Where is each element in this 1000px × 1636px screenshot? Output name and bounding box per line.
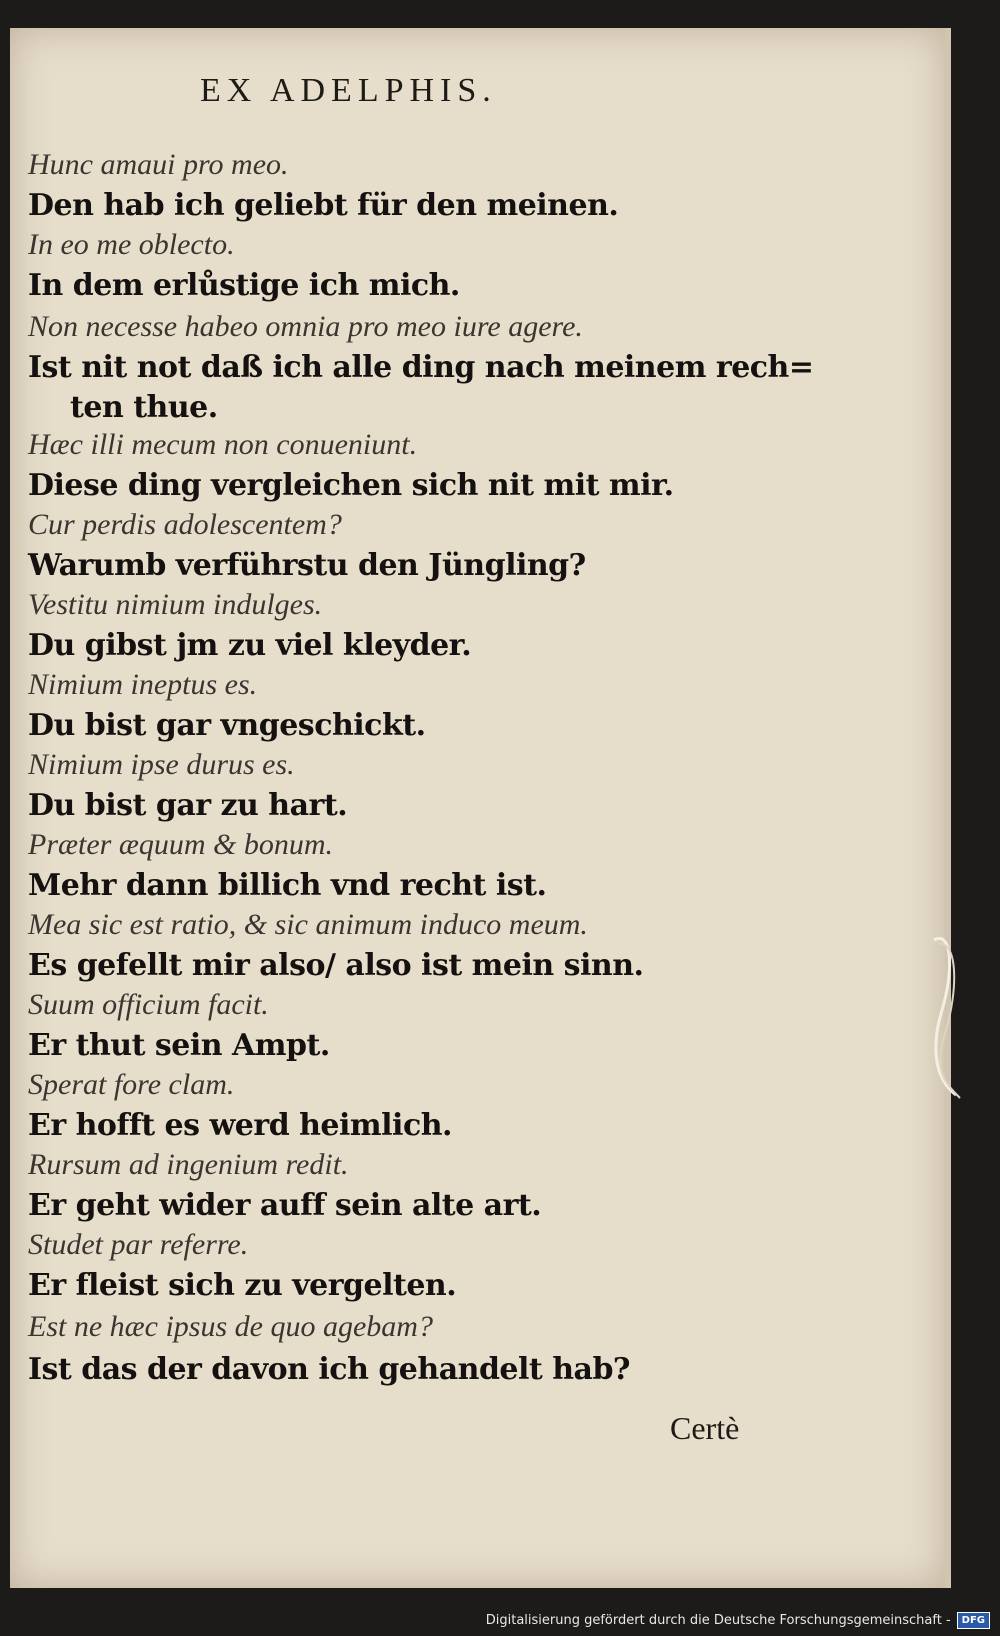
german-line: ten thue.: [70, 390, 218, 425]
german-line: Du gibst jm zu viel kleyder.: [28, 628, 472, 663]
latin-line: Est ne hæc ipsus de quo agebam?: [28, 1310, 433, 1343]
latin-line: Hæc illi mecum non conueniunt.: [28, 428, 418, 461]
footer-credit: Digitalisierung gefördert durch die Deutsche Forschungsgemeinschaft -: [485, 1612, 951, 1628]
german-line: Diese ding vergleichen sich nit mit mir.: [28, 468, 674, 503]
german-line: Du bist gar zu hart.: [28, 788, 348, 823]
latin-line: Sperat fore clam.: [28, 1068, 235, 1101]
german-line: Du bist gar vngeschickt.: [28, 708, 426, 743]
latin-line: Suum officium facit.: [28, 988, 269, 1021]
latin-line: Præter æquum & bonum.: [28, 828, 334, 861]
german-line: Den hab ich geliebt für den meinen.: [28, 188, 619, 223]
running-header: EX ADELPHIS.: [200, 72, 497, 109]
latin-line: Studet par referre.: [28, 1228, 249, 1261]
latin-line: Rursum ad ingenium redit.: [28, 1148, 349, 1181]
latin-line: Non necesse habeo omnia pro meo iure agere.: [28, 310, 583, 343]
german-line: Warumb verführstu den Jüngling?: [28, 548, 586, 583]
german-line: Er hofft es werd heimlich.: [28, 1108, 452, 1143]
german-line: Es gefellt mir also/ also ist mein sinn.: [28, 948, 644, 983]
german-line: Er geht wider auff sein alte art.: [28, 1188, 542, 1223]
german-line: Ist das der davon ich gehandelt hab?: [28, 1352, 631, 1387]
thread-decoration: [932, 930, 962, 1100]
latin-line: Hunc amaui pro meo.: [28, 148, 289, 181]
latin-line: Cur perdis adolescentem?: [28, 508, 342, 541]
german-line: In dem erlůstige ich mich.: [28, 268, 460, 303]
digitization-footer: [486, 1608, 990, 1632]
catchword: Certè: [670, 1410, 740, 1446]
latin-line: Nimium ineptus es.: [28, 668, 258, 701]
dfg-logo-icon: DFG: [957, 1612, 990, 1629]
german-line: Er fleist sich zu vergelten.: [28, 1268, 457, 1303]
german-line: Er thut sein Ampt.: [28, 1028, 330, 1063]
latin-line: Nimium ipse durus es.: [28, 748, 295, 781]
latin-line: In eo me oblecto.: [28, 228, 235, 261]
german-line: Mehr dann billich vnd recht ist.: [28, 868, 547, 903]
german-line: Ist nit not daß ich alle ding nach meinem rech=: [28, 350, 814, 385]
latin-line: Vestitu nimium indulges.: [28, 588, 323, 621]
latin-line: Mea sic est ratio, & sic animum induco meum.: [28, 908, 588, 941]
